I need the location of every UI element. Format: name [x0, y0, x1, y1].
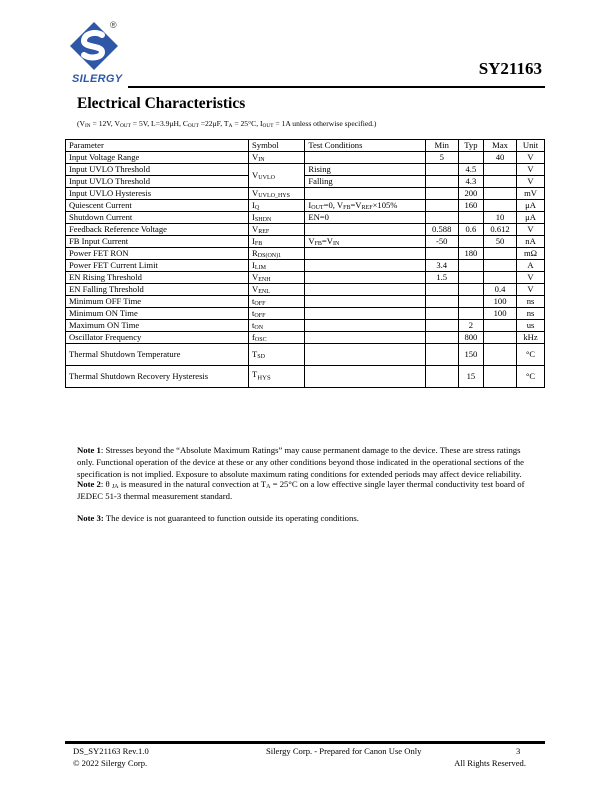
cell-unit: °C [517, 344, 545, 366]
text-run: I [308, 200, 312, 210]
cell-parameter: Input UVLO Hysteresis [66, 188, 249, 200]
cell-parameter: Input UVLO Threshold [66, 176, 249, 188]
cell-parameter: Power FET Current Limit [66, 260, 249, 272]
cell-unit: μA [517, 200, 545, 212]
subscript: OUT [311, 205, 324, 211]
header-rule [128, 86, 545, 88]
subscript: A [266, 484, 271, 490]
text-run: EN=0 [308, 212, 329, 222]
cell-symbol: $t_{ON}$ [249, 320, 305, 332]
cell-min [425, 366, 458, 388]
cell-typ: 15 [458, 366, 483, 388]
cell-test-conditions [305, 200, 425, 212]
cell-min: 1.5 [425, 272, 458, 284]
cell-parameter: EN Rising Threshold [66, 272, 249, 284]
text-run: =V [321, 236, 333, 246]
test-conditions-note [77, 119, 376, 128]
cell-typ [458, 212, 483, 224]
cell-unit: V [517, 284, 545, 296]
text-run: = 25°C on a low effective single layer thermal conductivity test board of JEDEC 51-3 thermal measurement standard. [77, 479, 525, 501]
footer-rule [65, 741, 545, 744]
cell-unit: V [517, 152, 545, 164]
cell-symbol: $V_{ENL}$ [249, 284, 305, 296]
cell-parameter: Quiescent Current [66, 200, 249, 212]
cell-min [425, 248, 458, 260]
cell-parameter: Power FET RON [66, 248, 249, 260]
cell-max: 50 [484, 236, 517, 248]
text-run: =0, V [323, 200, 344, 210]
cell-min: 5 [425, 152, 458, 164]
note-1-text: : Stresses beyond the “Absolute Maximum Ratings” may cause permanent damage to the device. These are stress ratings only. Functional operation of the device at these or any other conditions beyond those indicated in the operational sections of the specification is not implied. Exposure to absolute maximum rating conditions for extended periods may affect device reliability. [77, 445, 524, 479]
header-max: Max [484, 140, 517, 152]
cell-typ: 160 [458, 200, 483, 212]
cell-parameter: Thermal Shutdown Recovery Hysteresis [66, 366, 249, 388]
cell-symbol: $V_{REF}$ [249, 224, 305, 236]
cell-typ: 4.5 [458, 164, 483, 176]
header-unit: Unit [517, 140, 545, 152]
header-test-conditions: Test Conditions [305, 140, 425, 152]
cell-parameter: Input Voltage Range [66, 152, 249, 164]
cell-typ [458, 260, 483, 272]
cell-symbol: $I_{SHDN}$ [249, 212, 305, 224]
table-row [66, 248, 545, 260]
cell-typ: 800 [458, 332, 483, 344]
table-row [66, 344, 545, 366]
cell-max [484, 188, 517, 200]
note-3 [77, 512, 537, 524]
cell-unit: °C [517, 366, 545, 388]
cell-symbol: $I_{FB}$ [249, 236, 305, 248]
cell-typ [458, 308, 483, 320]
table-row [66, 188, 545, 200]
cell-test-conditions [305, 224, 425, 236]
cell-unit: kHz [517, 332, 545, 344]
part-number: SY21163 [478, 59, 542, 78]
cell-test-conditions [305, 284, 425, 296]
cell-symbol: $I_Q$ [249, 200, 305, 212]
cell-test-conditions [305, 176, 425, 188]
cell-typ: 150 [458, 344, 483, 366]
cell-unit: nA [517, 236, 545, 248]
cell-symbol: $V_{ENH}$ [249, 272, 305, 284]
cell-max: 100 [484, 296, 517, 308]
table-row [66, 176, 545, 188]
electrical-characteristics-table [65, 139, 545, 388]
text-run: = 12V, V [90, 119, 120, 128]
subscript: FB [314, 241, 322, 247]
cell-max: 40 [484, 152, 517, 164]
cell-typ: 180 [458, 248, 483, 260]
text-run: Falling [308, 176, 333, 186]
cell-unit: mV [517, 188, 545, 200]
cell-symbol: $V_{UVLO}$ [249, 164, 305, 188]
section-title: Electrical Characteristics [77, 95, 246, 112]
cell-parameter: EN Falling Threshold [66, 284, 249, 296]
cell-unit: V [517, 164, 545, 176]
cell-min [425, 332, 458, 344]
footer-doc-id: DS_SY21163 Rev.1.0 [73, 746, 149, 756]
text-run: is measured in the natural convection at T [118, 479, 267, 489]
text-run: = 25°C, I [232, 119, 263, 128]
cell-max [484, 344, 517, 366]
cell-max [484, 200, 517, 212]
cell-parameter: Oscillator Frequency [66, 332, 249, 344]
note-3-label: Note 3: [77, 513, 104, 523]
cell-max [484, 272, 517, 284]
cell-min: 0.588 [425, 224, 458, 236]
cell-unit: us [517, 320, 545, 332]
subscript: A [228, 123, 233, 129]
cell-min [425, 200, 458, 212]
cell-test-conditions [305, 212, 425, 224]
page-number: 3 [516, 746, 521, 756]
table-row [66, 272, 545, 284]
text-run: ×105% [372, 200, 398, 210]
cell-max: 100 [484, 308, 517, 320]
table-row [66, 296, 545, 308]
text-run: =22μF, T [198, 119, 229, 128]
cell-max [484, 366, 517, 388]
cell-min [425, 308, 458, 320]
cell-symbol: $t_{OFF}$ [249, 296, 305, 308]
cell-typ: 0.6 [458, 224, 483, 236]
cell-unit: V [517, 224, 545, 236]
cell-typ: 4.3 [458, 176, 483, 188]
cell-symbol: $t_{OFF}$ [249, 308, 305, 320]
cell-symbol: $R_{DS(ON)1}$ [249, 248, 305, 260]
cell-typ [458, 284, 483, 296]
text-run: (V [77, 119, 86, 128]
cell-max [484, 260, 517, 272]
cell-parameter: Minimum OFF Time [66, 296, 249, 308]
cell-test-conditions [305, 366, 425, 388]
subscript: IN [332, 241, 340, 247]
cell-unit: A [517, 260, 545, 272]
cell-test-conditions [305, 332, 425, 344]
note-1-label: Note 1 [77, 445, 101, 455]
header-min: Min [425, 140, 458, 152]
note-3-text: The device is not guaranteed to function outside its operating conditions. [103, 513, 359, 523]
cell-test-conditions [305, 236, 425, 248]
subscript: REF [361, 205, 373, 211]
cell-typ [458, 236, 483, 248]
cell-min [425, 212, 458, 224]
cell-typ: 200 [458, 188, 483, 200]
cell-parameter: FB Input Current [66, 236, 249, 248]
table-row [66, 308, 545, 320]
cell-parameter: Feedback Reference Voltage [66, 224, 249, 236]
cell-max [484, 332, 517, 344]
cell-parameter: Input UVLO Threshold [66, 164, 249, 176]
subscript: IN [85, 123, 91, 129]
cell-symbol: $V_{UVLO\_HYS}$ [249, 188, 305, 200]
cell-unit: V [517, 272, 545, 284]
cell-test-conditions [305, 164, 425, 176]
cell-min [425, 176, 458, 188]
cell-max [484, 164, 517, 176]
cell-max: 10 [484, 212, 517, 224]
table-row [66, 212, 545, 224]
cell-min [425, 344, 458, 366]
cell-parameter: Thermal Shutdown Temperature [66, 344, 249, 366]
table-row [66, 366, 545, 388]
header-typ: Typ [458, 140, 483, 152]
cell-test-conditions [305, 152, 425, 164]
cell-parameter: Shutdown Current [66, 212, 249, 224]
footer-copyright: © 2022 Silergy Corp. [73, 758, 148, 768]
text-run: =V [350, 200, 362, 210]
cell-typ: 2 [458, 320, 483, 332]
text-run: Rising [308, 164, 331, 174]
cell-parameter: Maximum ON Time [66, 320, 249, 332]
footer-center-text: Silergy Corp. - Prepared for Canon Use Only [266, 746, 422, 756]
table-row [66, 224, 545, 236]
cell-test-conditions [305, 248, 425, 260]
table-row [66, 260, 545, 272]
cell-test-conditions [305, 296, 425, 308]
table-row [66, 152, 545, 164]
cell-max [484, 176, 517, 188]
header-symbol: Symbol [249, 140, 305, 152]
cell-unit: mΩ [517, 248, 545, 260]
cell-unit: ns [517, 296, 545, 308]
cell-symbol: $T_{SD}$ [249, 344, 305, 366]
header-parameter: Parameter [66, 140, 249, 152]
note-1 [77, 444, 537, 480]
cell-symbol: $V_{IN}$ [249, 152, 305, 164]
cell-min [425, 164, 458, 176]
table-row [66, 332, 545, 344]
cell-test-conditions [305, 320, 425, 332]
cell-min [425, 320, 458, 332]
note-2-label: Note 2 [77, 479, 101, 489]
cell-unit: ns [517, 308, 545, 320]
cell-parameter: Minimum ON Time [66, 308, 249, 320]
text-run: = 1A unless otherwise specified.) [273, 119, 377, 128]
cell-min: 3.4 [425, 260, 458, 272]
subscript: OUT [119, 123, 131, 129]
subscript: FB [343, 205, 351, 211]
table-row [66, 284, 545, 296]
cell-typ [458, 272, 483, 284]
cell-typ [458, 296, 483, 308]
cell-test-conditions [305, 260, 425, 272]
text-run: V [308, 236, 315, 246]
footer-rights: All Rights Reserved. [454, 758, 526, 768]
table-row [66, 164, 545, 176]
cell-symbol: $T_{HYS}$ [249, 366, 305, 388]
subscript: JA [111, 484, 119, 490]
subscript: OUT [262, 123, 274, 129]
cell-max [484, 320, 517, 332]
cell-test-conditions [305, 188, 425, 200]
table-row [66, 236, 545, 248]
registered-mark: ® [110, 20, 117, 30]
note-2-text [77, 479, 525, 501]
cell-test-conditions [305, 344, 425, 366]
note-2 [77, 478, 537, 502]
cell-min [425, 296, 458, 308]
brand-name: SILERGY [72, 73, 123, 85]
table-row [66, 200, 545, 212]
cell-unit: μA [517, 212, 545, 224]
cell-test-conditions [305, 272, 425, 284]
cell-max: 0.4 [484, 284, 517, 296]
cell-max: 0.612 [484, 224, 517, 236]
text-run: = 5V, L=3.9μH, C [130, 119, 188, 128]
table-row [66, 320, 545, 332]
text-run: : θ [100, 479, 112, 489]
cell-symbol: $f_{OSC}$ [249, 332, 305, 344]
subscript: OUT [187, 123, 199, 129]
cell-min [425, 188, 458, 200]
cell-unit: V [517, 176, 545, 188]
cell-min: -50 [425, 236, 458, 248]
cell-min [425, 284, 458, 296]
cell-symbol: $I_{LIM}$ [249, 260, 305, 272]
table-header-row [66, 140, 545, 152]
cell-max [484, 248, 517, 260]
cell-test-conditions [305, 308, 425, 320]
cell-typ [458, 152, 483, 164]
